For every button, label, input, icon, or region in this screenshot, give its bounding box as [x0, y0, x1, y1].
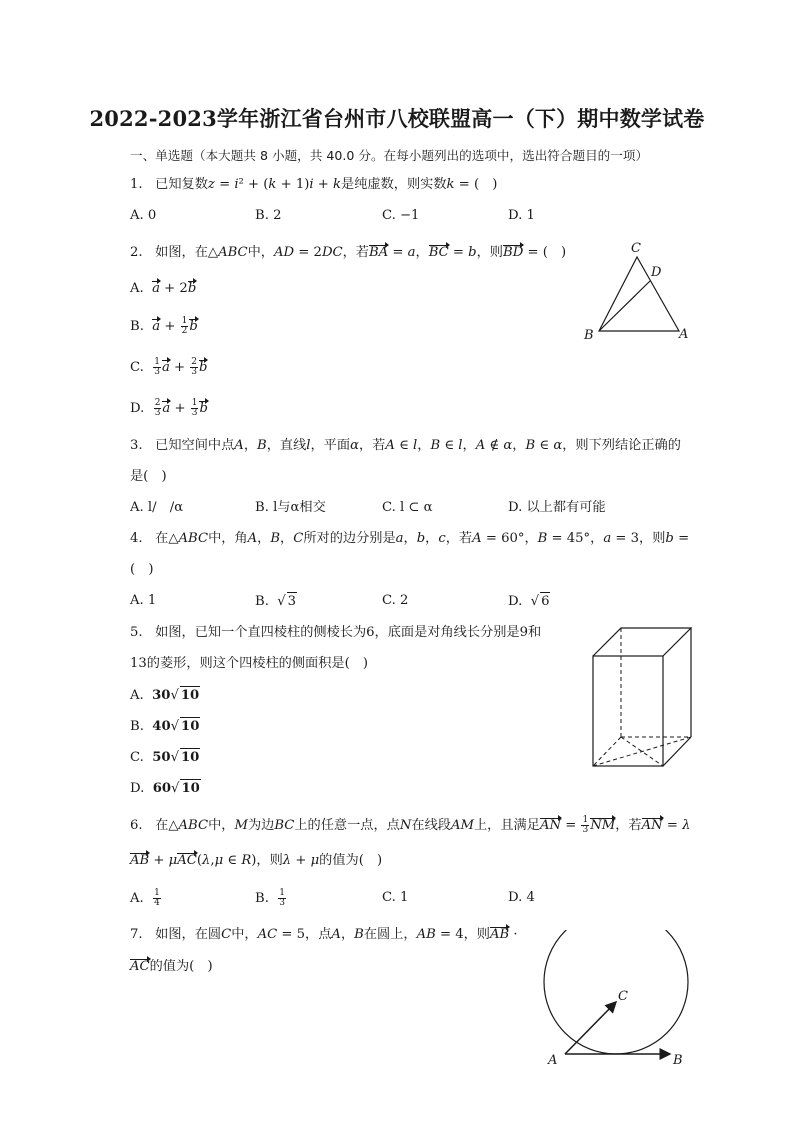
- question-7-cont: AC的值为( ): [130, 959, 213, 974]
- q4-option-d[interactable]: D. √ 6: [508, 594, 550, 609]
- q2-option-a[interactable]: A. a + 2b: [130, 281, 197, 296]
- label-c: C: [618, 989, 628, 1004]
- q3-option-a[interactable]: A. l/ /α: [130, 500, 184, 515]
- question-1: 1. 已知复数z = i² + (k + 1)i + k是纯虚数，则实数k = ( ): [130, 177, 498, 192]
- q5-option-d[interactable]: D. 60√ 10: [130, 781, 200, 796]
- question-6-cont: AB + μAC(λ,μ ∈ R)，则λ + μ的值为( ): [130, 853, 383, 868]
- q4-option-c[interactable]: C. 2: [382, 593, 409, 608]
- q5-option-b[interactable]: B. 40√ 10: [130, 719, 200, 734]
- question-5-cont: 13的菱形，则这个四棱柱的侧面积是( ): [130, 656, 369, 671]
- q6-option-d[interactable]: D. 4: [508, 890, 535, 905]
- q2-option-b[interactable]: B. a + $\frac{1}{2}$ b: [130, 316, 198, 336]
- question-4-cont: ( ): [130, 562, 154, 577]
- question-3: 3. 已知空间中点A，B，直线l，平面α，若A ∈ l，B ∈ l，A ∉ α，B ∈ α，则下列结论正确的: [130, 438, 681, 453]
- q3-option-c[interactable]: C. l ⊂ α: [382, 500, 433, 515]
- q3-option-b[interactable]: B. l与α相交: [255, 500, 326, 515]
- question-5: 5. 如图，已知一个直四棱柱的侧棱长为6，底面是对角线长分别是9和: [130, 625, 542, 640]
- q1-option-b[interactable]: B. 2: [255, 208, 282, 223]
- q1-option-c[interactable]: C. −1: [382, 208, 420, 223]
- prism-figure: [585, 620, 700, 775]
- q4-option-b[interactable]: B. √ 3: [255, 594, 297, 609]
- page-title: 2022-2023学年浙江省台州市八校联盟高一（下）期中数学试卷: [89, 106, 705, 131]
- q2-option-d[interactable]: D. $\frac{2}{3}$ a + $\frac{1}{3}$ b: [130, 398, 208, 418]
- label-c: C: [631, 241, 641, 256]
- section-heading: 一、单选题（本大题共 8 小题，共 40.0 分。在每小题列出的选项中，选出符合题目的一项）: [130, 148, 649, 163]
- question-4: 4. 在△ABC中，角A，B，C所对的边分别是a，b，c，若A = 60°，B = 45°，a = 3，则b =: [130, 531, 690, 546]
- q6-option-b[interactable]: B. $\frac{1}{3}$: [255, 888, 286, 908]
- question-7: 7. 如图，在圆C中，AC = 5，点A，B在圆上，AB = 4，则AB ·: [130, 927, 518, 942]
- q6-option-a[interactable]: A. $\frac{1}{4}$: [130, 888, 160, 908]
- question-2: 2. 如图，在△ABC中，AD = 2DC，若BA = a，BC = b，则BD = ( ): [130, 245, 567, 260]
- label-a: A: [548, 1053, 558, 1068]
- question-6: 6. 在△ABC中，M为边BC上的任意一点，点N在线段AM上，且满足AN = $\frac{1}{3}$ NM，若AN = λ: [130, 815, 691, 835]
- q2-option-c[interactable]: C. $\frac{1}{3}$ a + $\frac{2}{3}$ b: [130, 357, 208, 377]
- label-b: B: [584, 328, 594, 343]
- q6-option-c[interactable]: C. 1: [382, 890, 409, 905]
- q1-option-d[interactable]: D. 1: [508, 208, 535, 223]
- question-3-cont: 是( ): [130, 469, 167, 484]
- triangle-figure: [575, 235, 700, 345]
- q3-option-d[interactable]: D. 以上都有可能: [508, 500, 606, 515]
- label-b: B: [673, 1053, 683, 1068]
- circle-figure: [540, 930, 700, 1070]
- q5-option-c[interactable]: C. 50√ 10: [130, 750, 200, 765]
- q4-option-a[interactable]: A. 1: [130, 593, 157, 608]
- label-a: A: [679, 327, 689, 342]
- q5-option-a[interactable]: A. 30√ 10: [130, 688, 200, 703]
- q1-option-a[interactable]: A. 0: [130, 208, 157, 223]
- label-d: D: [651, 265, 662, 280]
